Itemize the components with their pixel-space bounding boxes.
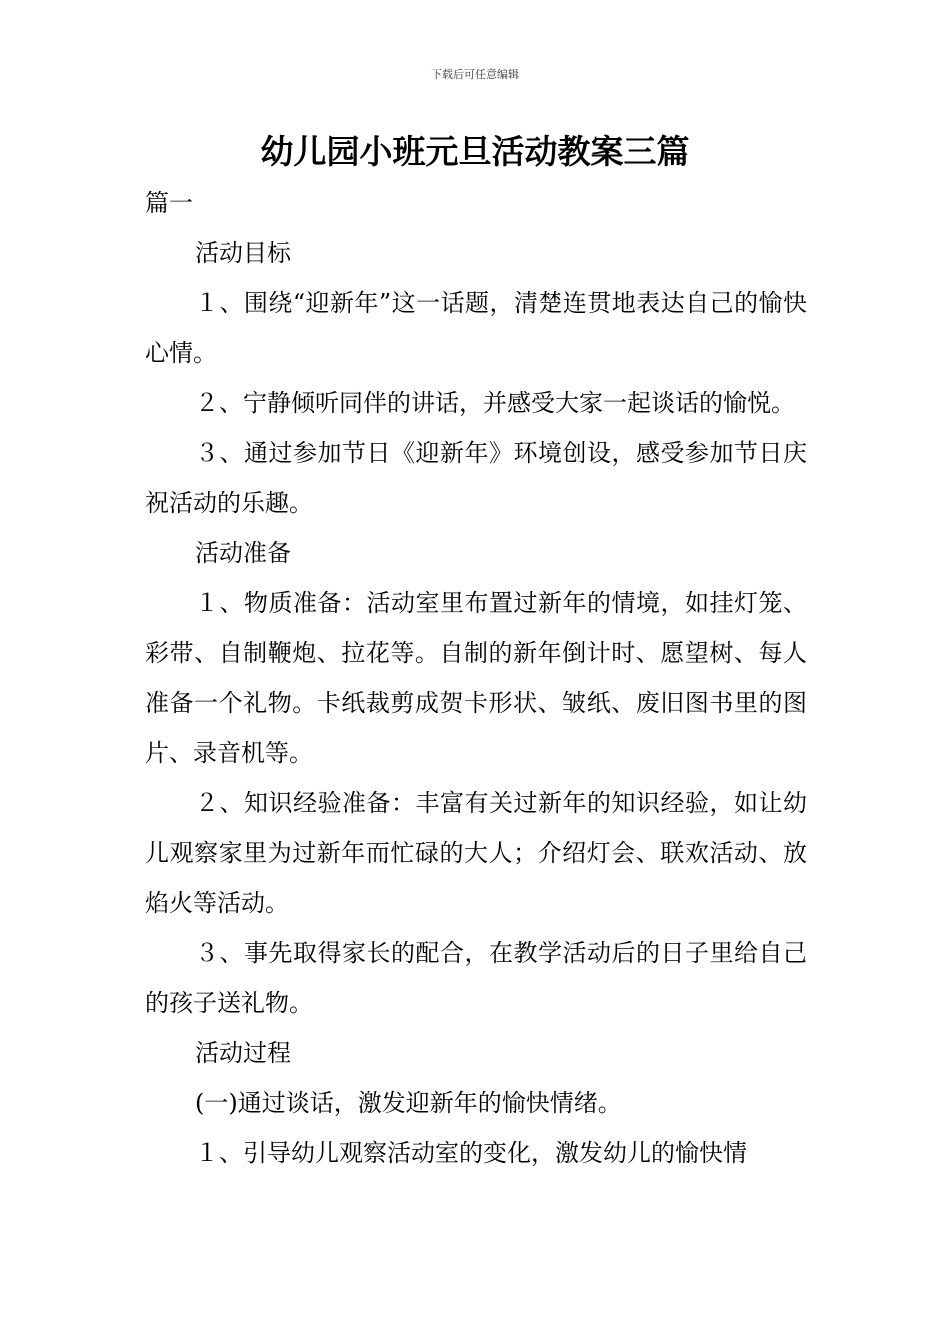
document-title: 幼儿园小班元旦活动教案三篇: [260, 132, 690, 171]
document-body: [145, 178, 807, 1178]
heading-process: 活动过程: [195, 1039, 291, 1067]
section-label: 篇一: [145, 189, 193, 217]
preparation-item-1: １、物质准备：活动室里布置过新年的情境，如挂灯笼、彩带、自制鞭炮、拉花等。自制的新年倒计时、愿望树、每人准备一个礼物。卡纸裁剪成贺卡形状、皱纸、废旧图书里的图片、录音机等。: [145, 589, 807, 767]
goal-item-2: ２、宁静倾听同伴的讲话，并感受大家一起谈话的愉悦。: [195, 389, 795, 417]
goal-item-1: １、围绕“迎新年”这一话题，清楚连贯地表达自己的愉快心情。: [145, 289, 807, 367]
preparation-item-2: ２、知识经验准备：丰富有关过新年的知识经验，如让幼儿观察家里为过新年而忙碌的大人；介绍灯会、联欢活动、放焰火等活动。: [145, 789, 807, 917]
header-note: 下载后可任意编辑: [431, 68, 519, 81]
goal-item-3: ３、通过参加节日《迎新年》环境创设，感受参加节日庆祝活动的乐趣。: [145, 439, 807, 517]
heading-preparation: 活动准备: [195, 539, 291, 567]
preparation-item-3: ３、事先取得家长的配合，在教学活动后的日子里给自己的孩子送礼物。: [145, 939, 807, 1017]
process-step-1: (一)通过谈话，激发迎新年的愉快情绪。: [195, 1089, 622, 1117]
process-item-1: １、引导幼儿观察活动室的变化，激发幼儿的愉快情: [195, 1139, 747, 1167]
heading-goals: 活动目标: [195, 239, 291, 267]
